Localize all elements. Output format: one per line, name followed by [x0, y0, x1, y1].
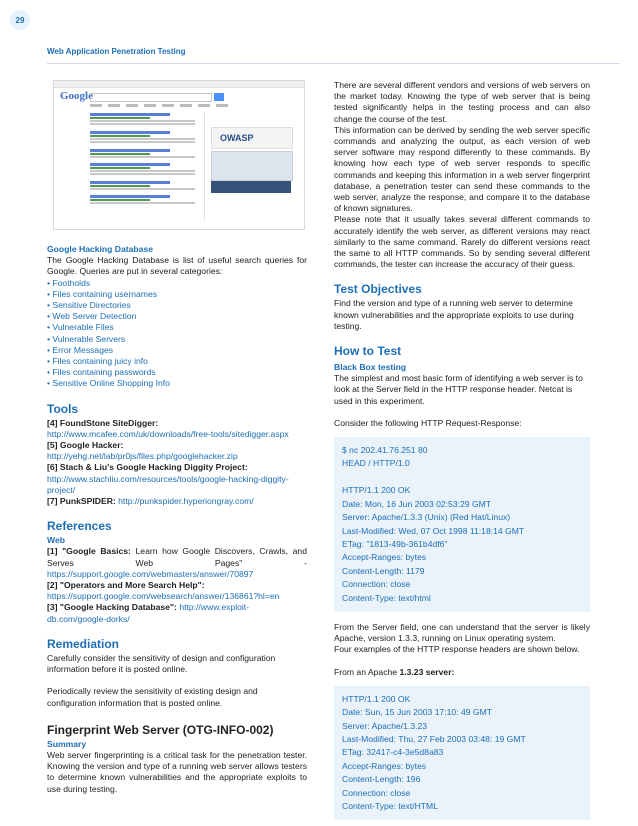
list-item[interactable]: • Vulnerable Servers: [47, 334, 307, 345]
code-line: Server: Apache/1.3.3 (Unix) (Red Hat/Linux): [342, 512, 511, 523]
intro-paragraph: Please note that it usually takes several different commands to accurately identify the web server, as different versions may react similarly to the same command. Rarely do different versions react the same to all HTTP commands. So by sending several different commands, the tester can increase the accuracy of their guess.: [334, 214, 590, 270]
code-block-apache: [334, 686, 590, 821]
google-search-box: [90, 93, 212, 102]
list-item[interactable]: • Files containing usernames: [47, 289, 307, 300]
black-box-label: Black Box testing: [334, 362, 407, 373]
remediation-heading: Remediation: [47, 636, 120, 651]
references-heading: References: [47, 519, 112, 534]
code-line: Connection: close: [342, 787, 411, 798]
tool-link[interactable]: http://www.mcafee.com/uk/downloads/free-tools/sitedigger.aspx: [47, 428, 289, 439]
browser-toolbar: [54, 81, 304, 88]
code-line: HTTP/1.1 200 OK: [342, 485, 411, 496]
intro-paragraph: This information can be derived by sending the web server specific commands and analyzing the output, as each version of web server software may respond differently to these commands. By knowing how each type of web server responds to specific commands and keeping this information in a web server fingerprint database, a penetration tester can send these commands to the web server, analyze the response, and compare it to the database of known signatures.: [334, 124, 590, 214]
page-number: 29: [10, 10, 30, 30]
tool-link[interactable]: http://yehg.net/lab/pr0js/files.php/googlehacker.zip: [47, 451, 238, 462]
reference-link[interactable]: http://www.exploit-db.com/google-dorks/: [47, 602, 250, 624]
code-line: Content-Type: text/HTML: [342, 801, 438, 812]
owasp-logo: OWASP: [211, 127, 293, 149]
code-line: Server: Apache/1.3.23: [342, 720, 428, 731]
list-item[interactable]: • Vulnerable Files: [47, 322, 307, 333]
code-line: Accept-Ranges: bytes: [342, 552, 427, 563]
summary-text: Web server fingerprinting is a critical task for the penetration tester. Knowing the version and type of a running web server allows testers to determine known vulnerabilities and the appropriate exploits to use during testing.: [47, 749, 307, 794]
how-to-test-heading: How to Test: [334, 344, 402, 359]
list-item[interactable]: • Footholds: [47, 278, 307, 289]
list-item[interactable]: • Files containing passwords: [47, 367, 307, 378]
list-item[interactable]: • Files containing juicy info: [47, 356, 307, 367]
google-search-screenshot: [53, 80, 305, 230]
reference-entry: [1] "Google Basics: Learn how Google Discovers, Crawls, and Serves Web Pages" - https://support.google.com/webmasters/answer/70897: [47, 546, 307, 579]
running-head: Web Application Penetration Testing: [47, 47, 186, 56]
code-line: Date: Sun, 15 Jun 2003 17:10: 49 GMT: [342, 707, 493, 718]
code-line: Content-Length: 196: [342, 774, 421, 785]
search-result: [90, 195, 200, 205]
list-item[interactable]: • Web Server Detection: [47, 311, 307, 322]
reference-link[interactable]: https://support.google.com/websearch/answer/136861?hl=en: [47, 591, 280, 602]
code-line: HEAD / HTTP/1.0: [342, 458, 410, 469]
apache-intro: From an Apache 1.3.23 server:: [334, 666, 455, 677]
code-line: Accept-Ranges: bytes: [342, 760, 427, 771]
knowledge-panel: [204, 111, 297, 221]
web-label: Web: [47, 535, 65, 546]
tool-entry: [6] Stach & Liu's Google Hacking Diggity Project: http://www.stachliu.com/resources/tools/google-hacking-diggity-project/: [47, 462, 289, 495]
search-result: [90, 163, 200, 176]
tool-link[interactable]: http://www.stachliu.com/resources/tools/google-hacking-diggity-project/: [47, 473, 289, 495]
tool-entry: [7] PunkSPIDER: http://punkspider.hyperiongray.com/: [47, 496, 254, 507]
objectives-text: Find the version and type of a running web server to determine known vulnerabilities and the appropriate exploits to use during testing.: [334, 298, 574, 331]
right-column: [334, 80, 590, 820]
search-result: [90, 131, 200, 144]
google-logo: Google: [60, 90, 93, 102]
code-line: Connection: close: [342, 579, 411, 590]
summary-label: Summary: [47, 738, 87, 749]
code-line: HTTP/1.1 200 OK: [342, 693, 411, 704]
objectives-heading: Test Objectives: [334, 282, 422, 297]
code-line: Content-Length: 1179: [342, 565, 425, 576]
ghd-text: The Google Hacking Database is list of useful search queries for Google. Queries are put in several categories:: [47, 255, 307, 277]
code-line: Content-Type: text/html: [342, 592, 431, 603]
code-line: Last-Modified: Wed, 07 Oct 1998 11:18:14 GMT: [342, 525, 525, 536]
panel-image-dark: [211, 181, 291, 193]
four-examples-text: Four examples of the HTTP response headers are shown below.: [334, 644, 580, 655]
tool-entry: [4] FoundStone SiteDigger: http://www.mcafee.com/uk/downloads/free-tools/sitedigger.aspx: [47, 417, 289, 439]
server-field-text: From the Server field, one can understand that the server is likely Apache, version 1.3.3, running on Linux operating system.: [334, 621, 590, 644]
fingerprint-heading: Fingerprint Web Server (OTG-INFO-002): [47, 722, 274, 737]
ghd-title: Google Hacking Database: [47, 244, 154, 254]
code-line: Date: Mon, 16 Jun 2003 02:53:29 GMT: [342, 498, 492, 509]
google-tabs: [90, 104, 230, 107]
header-rule: [47, 63, 620, 64]
consider-text: Consider the following HTTP Request-Response:: [334, 417, 522, 428]
search-result: [90, 113, 200, 126]
remediation-text: Periodically review the sensitivity of existing design and configuration information that is posted online.: [47, 686, 258, 708]
tools-heading: Tools: [47, 401, 79, 416]
reference-entry: [2] "Operators and More Search Help": https://support.google.com/websearch/answer/136861?hl=en: [47, 580, 280, 602]
code-line: $ nc 202.41.76.251 80: [342, 445, 428, 456]
search-result: [90, 181, 200, 191]
code-line: ETag: "1813-49b-361b4df6": [342, 538, 448, 549]
code-line: ETag: 32417-c4-3e5d8a83: [342, 747, 444, 758]
remediation-text: Carefully consider the sensitivity of design and configuration information before it is posted online.: [47, 652, 276, 675]
tool-entry: [5] Google Hacker: http://yehg.net/lab/pr0js/files.php/googlehacker.zip: [47, 440, 238, 462]
google-search-button: [214, 93, 224, 101]
code-line: [342, 471, 582, 484]
left-column: [47, 80, 307, 795]
tool-link[interactable]: http://punkspider.hyperiongray.com/: [118, 496, 254, 507]
black-box-text: The simplest and most basic form of identifying a web server is to look at the Server field in the HTTP response header. Netcat is used in this experiment.: [334, 373, 583, 406]
code-line: Last-Modified: Thu, 27 Feb 2003 03:48: 19 GMT: [342, 733, 526, 744]
list-item[interactable]: • Sensitive Directories: [47, 300, 307, 311]
search-result: [90, 149, 200, 159]
reference-link[interactable]: https://support.google.com/webmasters/answer/70897: [47, 568, 254, 579]
list-item[interactable]: • Error Messages: [47, 345, 307, 356]
panel-image: [211, 151, 293, 181]
list-item[interactable]: • Sensitive Online Shopping Info: [47, 378, 307, 389]
intro-paragraph: There are several different vendors and versions of web servers on the market today. Knowing the type of web server that is being tested significantly helps in the testing process and can also change the course of the test.: [334, 80, 590, 124]
category-list: [47, 278, 307, 390]
code-block-request-response: [334, 437, 590, 612]
reference-entry: [3] "Google Hacking Database": http://www.exploit-db.com/google-dorks/: [47, 602, 250, 624]
